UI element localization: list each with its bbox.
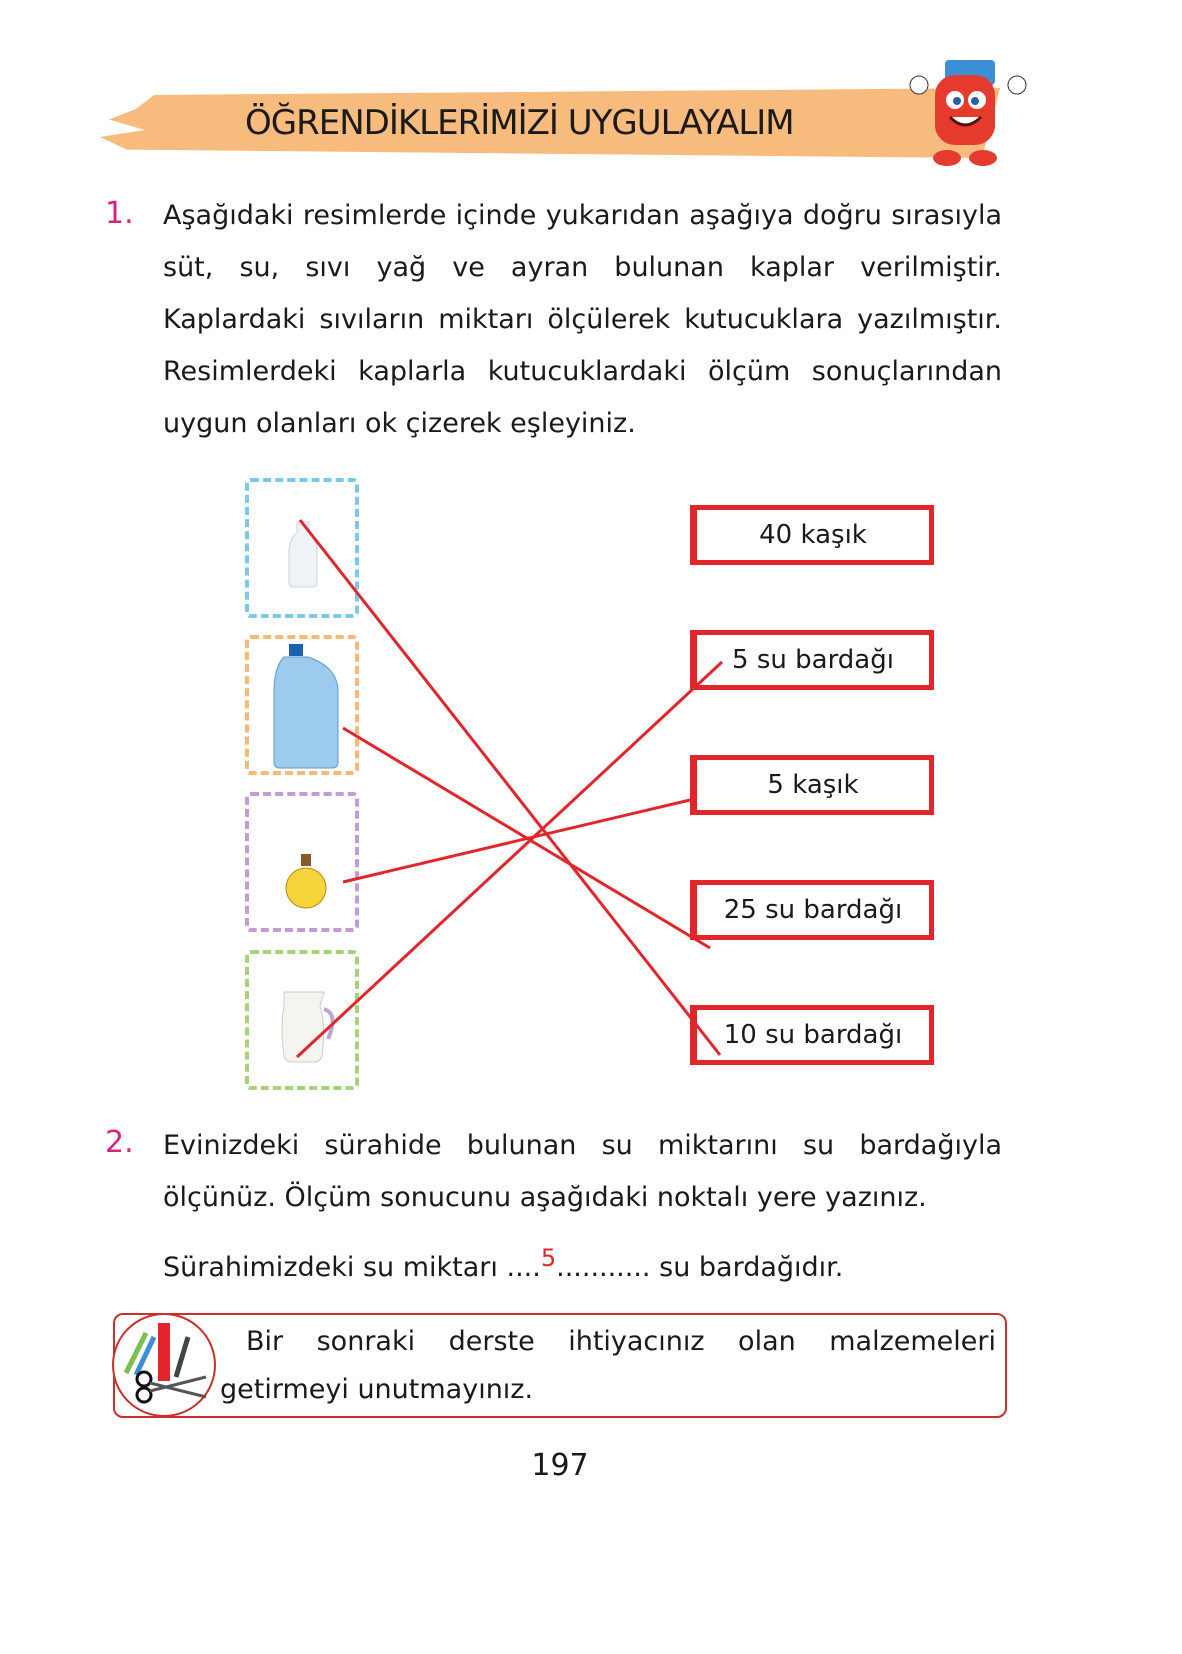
school-supplies-icon xyxy=(114,1315,214,1415)
question-2-text: Evinizdeki sürahide bulunan su miktarını su bardağıyla ölçünüz. Ölçüm sonucunu aşağıdaki noktalı yere yazınız. xyxy=(163,1130,1002,1213)
answer-box: 25 su bardağı xyxy=(690,880,934,940)
answer-box: 10 su bardağı xyxy=(690,1005,934,1065)
question-1-number: 1. xyxy=(105,196,134,231)
dots: ........... xyxy=(556,1252,651,1283)
answer-box: 5 su bardağı xyxy=(690,630,934,690)
sentence-start: Sürahimizdeki su miktarı xyxy=(163,1252,498,1283)
written-answer: 5 xyxy=(540,1244,557,1272)
dots: .... xyxy=(506,1252,541,1283)
answer-box: 40 kaşık xyxy=(690,505,934,565)
match-line-milk xyxy=(300,520,720,1055)
sentence-end: su bardağıdır. xyxy=(659,1252,844,1283)
match-line-ayran xyxy=(297,662,722,1057)
supplies-circle xyxy=(112,1313,216,1417)
answer-sentence xyxy=(163,1245,843,1291)
question-2-number: 2. xyxy=(105,1125,134,1160)
page-number: 197 xyxy=(531,1448,589,1483)
page-title: ÖĞRENDİKLERİMİZİ UYGULAYALIM xyxy=(245,103,794,143)
question-1-text: Aşağıdaki resimlerde içinde yukarıdan aşağıya doğru sırasıyla süt, su, sıvı yağ ve ayran bulunan kaplar verilmiştir. Kaplardaki sıvıların miktarı ölçülerek kutucuklara yazılmıştır. Resimlerdeki kaplarla kutucuklardaki ölçüm sonuçlarından uygun olanları ok çizerek eşleyiniz. xyxy=(163,200,1002,439)
match-line-oil xyxy=(343,800,690,882)
answer-box: 5 kaşık xyxy=(690,755,934,815)
reminder-text: Bir sonraki derste ihtiyacınız olan malzemeleri getirmeyi unutmayınız. xyxy=(220,1326,996,1405)
